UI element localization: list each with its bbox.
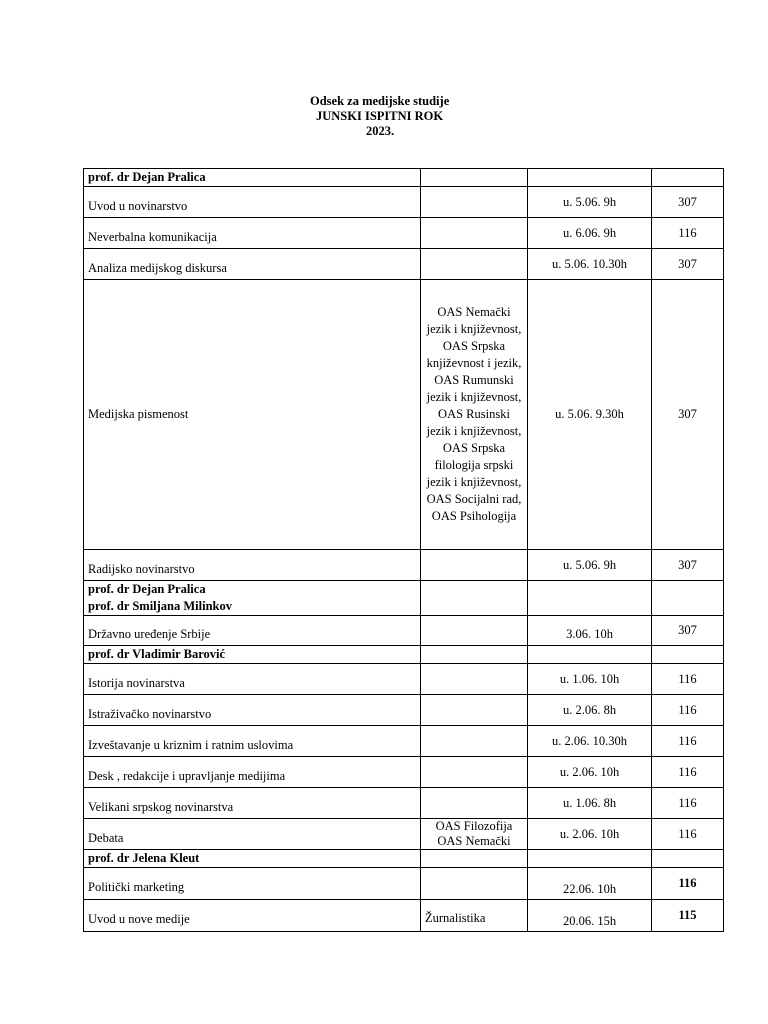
exam-room: 116 [652,695,724,726]
table-row [84,664,724,695]
exam-room: 307 [652,280,724,550]
exam-room: 116 [652,819,724,850]
table-row [84,726,724,757]
exam-room: 116 [652,218,724,249]
table-row [84,218,724,249]
department-title: Odsek za medijske studije [310,94,450,108]
year-title: 2023. [366,124,395,138]
exam-room: 115 [652,900,724,932]
exam-room: 116 [652,664,724,695]
study-programs-note: OAS Nemački jezik i književnost, OAS Srpska književnost i jezik, OAS Rumunski jezik i književnost, OAS Rusinski jezik i književnost, OAS Srpska filologija srpski jezik i književnost, OAS Socijalni rad, OAS Psihologija [421,280,528,550]
professor-name: prof. dr Dejan Pralica [84,169,421,187]
subject-name: Velikani srpskog novinarstva [84,788,421,819]
exam-term: 3.06. 10h [528,616,652,646]
exam-room: 307 [652,616,724,646]
table-row [84,280,724,550]
professor-row [84,850,724,868]
exam-room: 307 [652,187,724,218]
exam-term: u. 5.06. 10.30h [528,249,652,280]
table-row [84,757,724,788]
professor-names [84,581,421,616]
table-row [84,868,724,900]
exam-room: 307 [652,550,724,581]
table-row [84,900,724,932]
subject-name: Medijska pismenost [84,280,421,550]
table-row [84,819,724,850]
subject-name: Izveštavanje u kriznim i ratnim uslovima [84,726,421,757]
table-row [84,187,724,218]
subject-name: Desk , redakcije i upravljanje medijima [84,757,421,788]
subject-name: Analiza medijskog diskursa [84,249,421,280]
table-row [84,616,724,646]
subject-name: Neverbalna komunikacija [84,218,421,249]
table-row [84,249,724,280]
exam-term: u. 1.06. 8h [528,788,652,819]
exam-period-title: JUNSKI ISPITNI ROK [316,109,444,123]
table-row [84,695,724,726]
subject-name: Uvod u nove medije [84,900,421,932]
subject-name: Istraživačko novinarstvo [84,695,421,726]
exam-room: 116 [652,757,724,788]
exam-term: u. 5.06. 9h [528,187,652,218]
exam-term: 20.06. 15h [528,900,652,932]
exam-term: 22.06. 10h [528,868,652,900]
professor-name: prof. dr Vladimir Barović [84,646,421,664]
subject-name: Istorija novinarstva [84,664,421,695]
subject-name: Uvod u novinarstvo [84,187,421,218]
subject-name: Radijsko novinarstvo [84,550,421,581]
exam-term: u. 5.06. 9.30h [528,280,652,550]
subject-name: Debata [84,819,421,850]
study-programs-note: OAS Filozofija OAS Nemački [421,819,528,850]
table-row [84,550,724,581]
exam-term: u. 6.06. 9h [528,218,652,249]
professor-row [84,646,724,664]
exam-room: 116 [652,788,724,819]
professor-name: prof. dr Dejan Pralica [88,582,206,596]
subject-name: Državno uređenje Srbije [84,616,421,646]
exam-term: u. 1.06. 10h [528,664,652,695]
exam-term: u. 2.06. 10h [528,819,652,850]
exam-term: u. 5.06. 9h [528,550,652,581]
study-programs-note: Žurnalistika [421,900,528,932]
subject-name: Politički marketing [84,868,421,900]
exam-room: 116 [652,868,724,900]
exam-term: u. 2.06. 10h [528,757,652,788]
exam-schedule-table [83,168,724,932]
professor-row [84,169,724,187]
exam-room: 307 [652,249,724,280]
professor-name: prof. dr Jelena Kleut [84,850,421,868]
professor-name: prof. dr Smiljana Milinkov [88,599,233,613]
exam-term: u. 2.06. 8h [528,695,652,726]
exam-term: u. 2.06. 10.30h [528,726,652,757]
professor-row [84,581,724,616]
table-row [84,788,724,819]
exam-room: 116 [652,726,724,757]
